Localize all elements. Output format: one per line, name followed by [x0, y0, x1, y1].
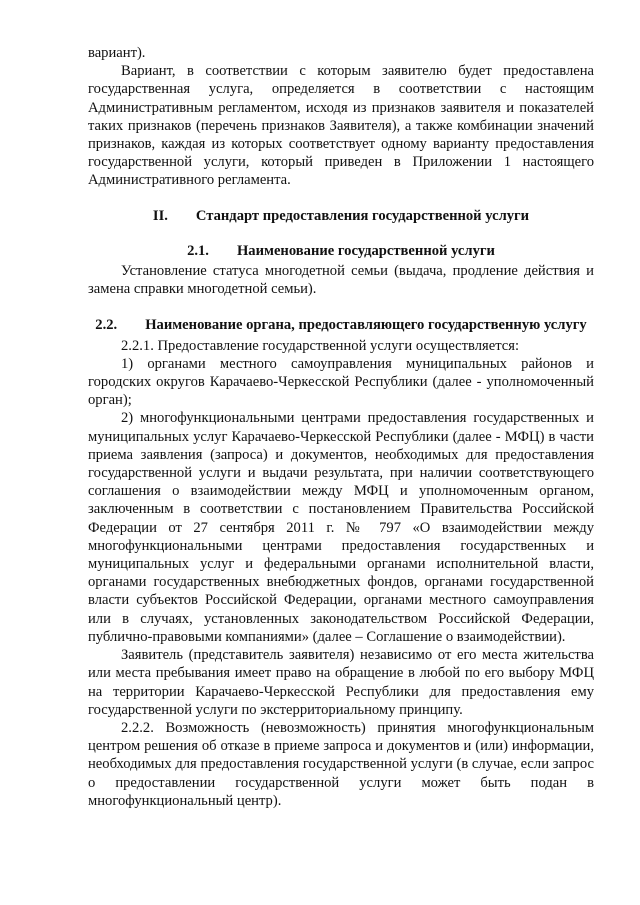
section-2-1-text: Установление статуса многодетной семьи (выдача, продление действия и замена справки многодетной семьи).: [88, 263, 594, 298]
section-2-1-heading: [88, 242, 594, 260]
paragraph-2-2-2: 2.2.2. Возможность (невозможность) принятия многофункциональным центром решения об отказе в приеме запроса и документов и (или) информации, необходимых для предоставления государственной услуги (в случае, если запрос о предоставлении государственной услуги может быть подан в многофункциональный центр).: [88, 719, 594, 809]
paragraph-continuation: вариант).: [88, 45, 146, 61]
paragraph-2-2-1: 2.2.1. Предоставление государственной услуги осуществляется:: [121, 337, 520, 354]
section-2-1-number: 2.1.: [187, 242, 209, 259]
section-2-title: Стандарт предоставления государственной услуги: [195, 207, 530, 224]
section-2-2-heading: [88, 316, 594, 334]
paragraph-item-2: 2) многофункциональными центрами предоставления государственных и муниципальных услуг Карачаево-Черкесской Республики (далее - МФЦ) в части приема заявления (запроса) и документов, необходимых для предоставления государственной услуги и выдачи результата, при наличии соответствующего соглашения о взаимодействии между МФЦ и уполномоченным органом, заключенным в соответствии с постановлением Правительства Российской Федерации от 27 сентября 2011 г. № 797 «О взаимодействии между многофункциональными центрами предоставления государственных и муниципальных услуг и федеральными органами исполнительной власти, органами государственных внебюджетных фондов, органами государственной власти субъектов Российской Федерации, органами местного самоуправления или в случаях, установленных законодательством Российской Федерации, публично-правовыми компаниями» (далее – Соглашение о взаимодействии).: [88, 410, 594, 645]
section-2-2-title: Наименование органа, предоставляющего государственную услугу: [145, 317, 587, 334]
paragraph-applicant: Заявитель (представитель заявителя) независимо от его места жительства или места пребывания имеет право на обращение в любой по его выбору МФЦ на территории Карачаево-Черкесской Республики для предоставления ему государственной услуги по экстерриториальному принципу.: [88, 647, 594, 718]
paragraph-item-1: 1) органами местного самоуправления муниципальных районов и городских округов Карачаево-Черкесской Республики (далее - уполномоченный орган);: [88, 355, 594, 409]
paragraph-variant: Вариант, в соответствии с которым заявителю будет предоставлена государственная услуга, определяется в соответствии с настоящим Административным регламентом, исходя из признаков заявителя и показателей таких признаков (перечень признаков Заявителя), а также комбинации значений признаков, каждая из которых соответствует одному варианту предоставления государственной услуги, который приведен в Приложении 1 настоящего Административного регламента.: [88, 63, 594, 189]
section-2-number: II.: [152, 207, 168, 224]
section-2-heading: [88, 207, 594, 225]
document-body: [88, 44, 594, 810]
section-2-1-title: Наименование государственной услуги: [236, 242, 495, 259]
section-2-2-number: 2.2.: [95, 317, 118, 334]
